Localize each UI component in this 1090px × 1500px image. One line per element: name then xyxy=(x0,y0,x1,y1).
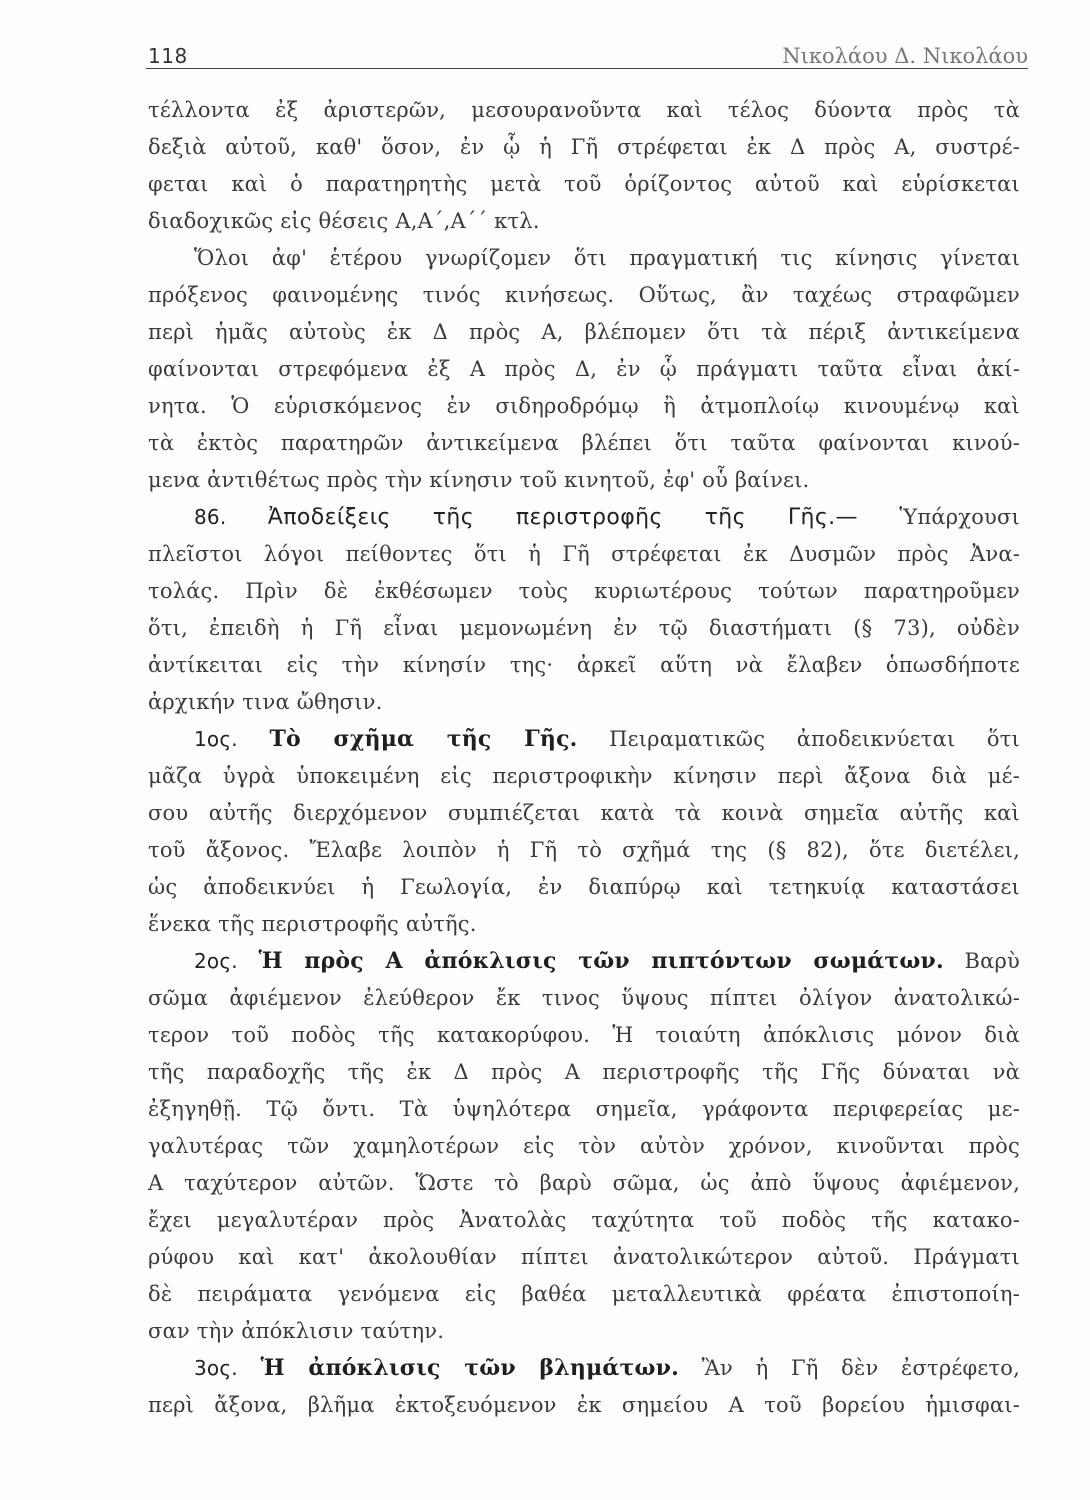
page-header xyxy=(148,34,1028,68)
subsection-1 xyxy=(148,721,1020,943)
text-line: τῆς παραδοχῆς τῆς ἐκ Δ πρὸς Α περιστροφῆς τῆς Γῆς δύναται νὰ xyxy=(148,1060,1020,1084)
text-line: γαλυτέρας τῶν χαμηλοτέρων εἰς τὸν αὐτὸν χρόνον, κινοῦνται πρὸς xyxy=(148,1134,1020,1158)
text-line: πλεῖστοι λόγοι πείθοντες ὅτι ἡ Γῆ στρέφεται ἐκ Δυσμῶν πρὸς Ἀνα- xyxy=(148,542,1020,566)
text-line: ἀρχικήν τινα ὤθησιν. xyxy=(148,690,383,714)
text-line: ὡς ἀποδεικνύει ἡ Γεωλογία, ἐν διαπύρῳ καὶ τετηκυίᾳ καταστάσει xyxy=(148,875,1020,899)
text-line: ρύφου καὶ κατ' ἀκολουθίαν πίπτει ἀνατολικώτερον αὐτοῦ. Πράγματι xyxy=(148,1245,1020,1269)
text-line: ἕνεκα τῆς περιστροφῆς αὐτῆς. xyxy=(148,912,477,936)
text-line: δὲ πειράματα γενόμενα εἰς βαθέα μεταλλευτικὰ φρέατα ἐπιστοποίη- xyxy=(148,1282,1020,1306)
text-line: ὅτι, ἐπειδὴ ἡ Γῆ εἶναι μεμονωμένη ἐν τῷ διαστήματι (§ 73), οὐδὲν xyxy=(148,616,1020,640)
text-line: Α ταχύτερον αὐτῶν. Ὥστε τὸ βαρὺ σῶμα, ὡς ἀπὸ ὕψους ἀφιέμενον, xyxy=(148,1171,1020,1195)
body-text xyxy=(148,92,1020,1424)
text-line: μᾶζα ὑγρὰ ὑποκειμένη εἰς περιστροφικὴν κίνησιν περὶ ἄξονα διὰ μέ- xyxy=(148,764,1020,788)
text-line: τέλλοντα ἐξ ἀριστερῶν, μεσουρανοῦντα καὶ τέλος δύοντα πρὸς τὰ xyxy=(148,98,1020,122)
text-line: τολάς. Πρὶν δὲ ἐκθέσωμεν τοὺς κυριωτέρους τούτων παρατηροῦμεν xyxy=(148,579,1020,603)
text-line: πρόξενος φαινομένης τινός κινήσεως. Οὕτως, ἂν ταχέως στραφῶμεν xyxy=(148,283,1020,307)
subsection-heading-line xyxy=(148,1350,1020,1387)
text-line: νητα. Ὁ εὑρισκόμενος ἐν σιδηροδρόμῳ ἢ ἀτμοπλοίῳ κινουμένῳ καὶ xyxy=(148,394,1020,418)
subsection-ordinal: 3ος. xyxy=(194,1356,238,1380)
subsection-title: Ἡ πρὸς Α ἀπόκλισις τῶν πιπτόντων σωμάτων. xyxy=(258,948,944,974)
section-title: Ἀποδείξεις τῆς περιστροφῆς τῆς Γῆς.— xyxy=(267,505,858,530)
text-line: σῶμα ἀφιέμενον ἐλεύθερον ἔκ τινος ὕψους πίπτει ὀλίγον ἀνατολικώ- xyxy=(148,986,1020,1010)
text-line: τερον τοῦ ποδὸς τῆς κατακορύφου. Ἡ τοιαύτη ἀπόκλισις μόνον διὰ xyxy=(148,1023,1020,1047)
text-line: ἐξηγηθῇ. Τῷ ὄντι. Τὰ ὑψηλότερα σημεῖα, γράφοντα περιφερείας με- xyxy=(148,1097,1020,1121)
text-line: περὶ ἡμᾶς αὐτοὺς ἐκ Δ πρὸς Α, βλέπομεν ὅτι τὰ πέριξ ἀντικείμενα xyxy=(148,320,1020,344)
subsection-ordinal: 2ος. xyxy=(194,949,238,973)
paragraph-2 xyxy=(148,240,1020,499)
subsection-heading-line xyxy=(148,721,1020,758)
text-line: ἔχει μεγαλυτέραν πρὸς Ἀνατολὰς ταχύτητα τοῦ ποδὸς τῆς κατακο- xyxy=(148,1208,1020,1232)
subsection-heading-line xyxy=(148,943,1020,980)
text-line: σαν τὴν ἀπόκλισιν ταύτην. xyxy=(148,1319,445,1343)
text-line: ἀντίκειται εἰς τὴν κίνησίν της· ἀρκεῖ αὕτη νὰ ἔλαβεν ὁπωσδήποτε xyxy=(148,653,1020,677)
running-head: Νικολάου Δ. Νικολάου xyxy=(782,44,1028,68)
text-line: διαδοχικῶς εἰς θέσεις Α,Α΄,Α΄΄ κτλ. xyxy=(148,209,540,233)
section-number: 86. xyxy=(194,505,227,529)
text-line: σου αὐτῆς διερχόμενον συμπιέζεται κατὰ τὰ κοινὰ σημεῖα αὐτῆς καὶ xyxy=(148,801,1020,825)
text-run: Ὑπάρχουσι xyxy=(899,505,1020,529)
text-run: Βαρὺ xyxy=(964,949,1020,973)
subsection-title: Τὸ σχῆμα τῆς Γῆς. xyxy=(269,726,578,752)
text-line: τὰ ἐκτὸς παρατηρῶν ἀντικείμενα βλέπει ὅτι ταῦτα φαίνονται κινού- xyxy=(148,431,1020,455)
text-run: Ἂν ἡ Γῆ δὲν ἐστρέφετο, xyxy=(701,1356,1020,1380)
text-line: Ὅλοι ἀφ' ἑτέρου γνωρίζομεν ὅτι πραγματική τις κίνησις γίνεται xyxy=(194,246,1020,270)
text-run: Πειραματικῶς ἀποδεικνύεται ὅτι xyxy=(609,727,1020,751)
text-line: περὶ ἄξονα, βλῆμα ἐκτοξευόμενον ἐκ σημείου Α τοῦ βορείου ἡμισφαι- xyxy=(148,1393,1020,1417)
paragraph-1 xyxy=(148,92,1020,240)
text-line: φαίνονται στρεφόμενα ἐξ Α πρὸς Δ, ἐν ᾧ πράγματι ταῦτα εἶναι ἀκί- xyxy=(148,357,1020,381)
text-line: τοῦ ἄξονος. Ἔλαβε λοιπὸν ἡ Γῆ τὸ σχῆμά της (§ 82), ὅτε διετέλει, xyxy=(148,838,1020,862)
subsection-3 xyxy=(148,1350,1020,1424)
subsection-ordinal: 1ος. xyxy=(194,727,238,751)
text-line: μενα ἀντιθέτως πρὸς τὴν κίνησιν τοῦ κινητοῦ, ἐφ' οὗ βαίνει. xyxy=(148,468,810,492)
text-line: δεξιὰ αὐτοῦ, καθ' ὅσον, ἐν ᾧ ἡ Γῆ στρέφεται ἐκ Δ πρὸς Α, συστρέ- xyxy=(148,135,1020,159)
page-number: 118 xyxy=(148,44,188,68)
subsection-2 xyxy=(148,943,1020,1350)
header-rule xyxy=(146,68,1028,69)
text-line: φεται καὶ ὁ παρατηρητὴς μετὰ τοῦ ὁρίζοντος αὐτοῦ καὶ εὑρίσκεται xyxy=(148,172,1020,196)
section-heading-line xyxy=(148,499,1020,536)
section-86 xyxy=(148,499,1020,721)
subsection-title: Ἡ ἀπόκλισις τῶν βλημάτων. xyxy=(260,1355,679,1381)
